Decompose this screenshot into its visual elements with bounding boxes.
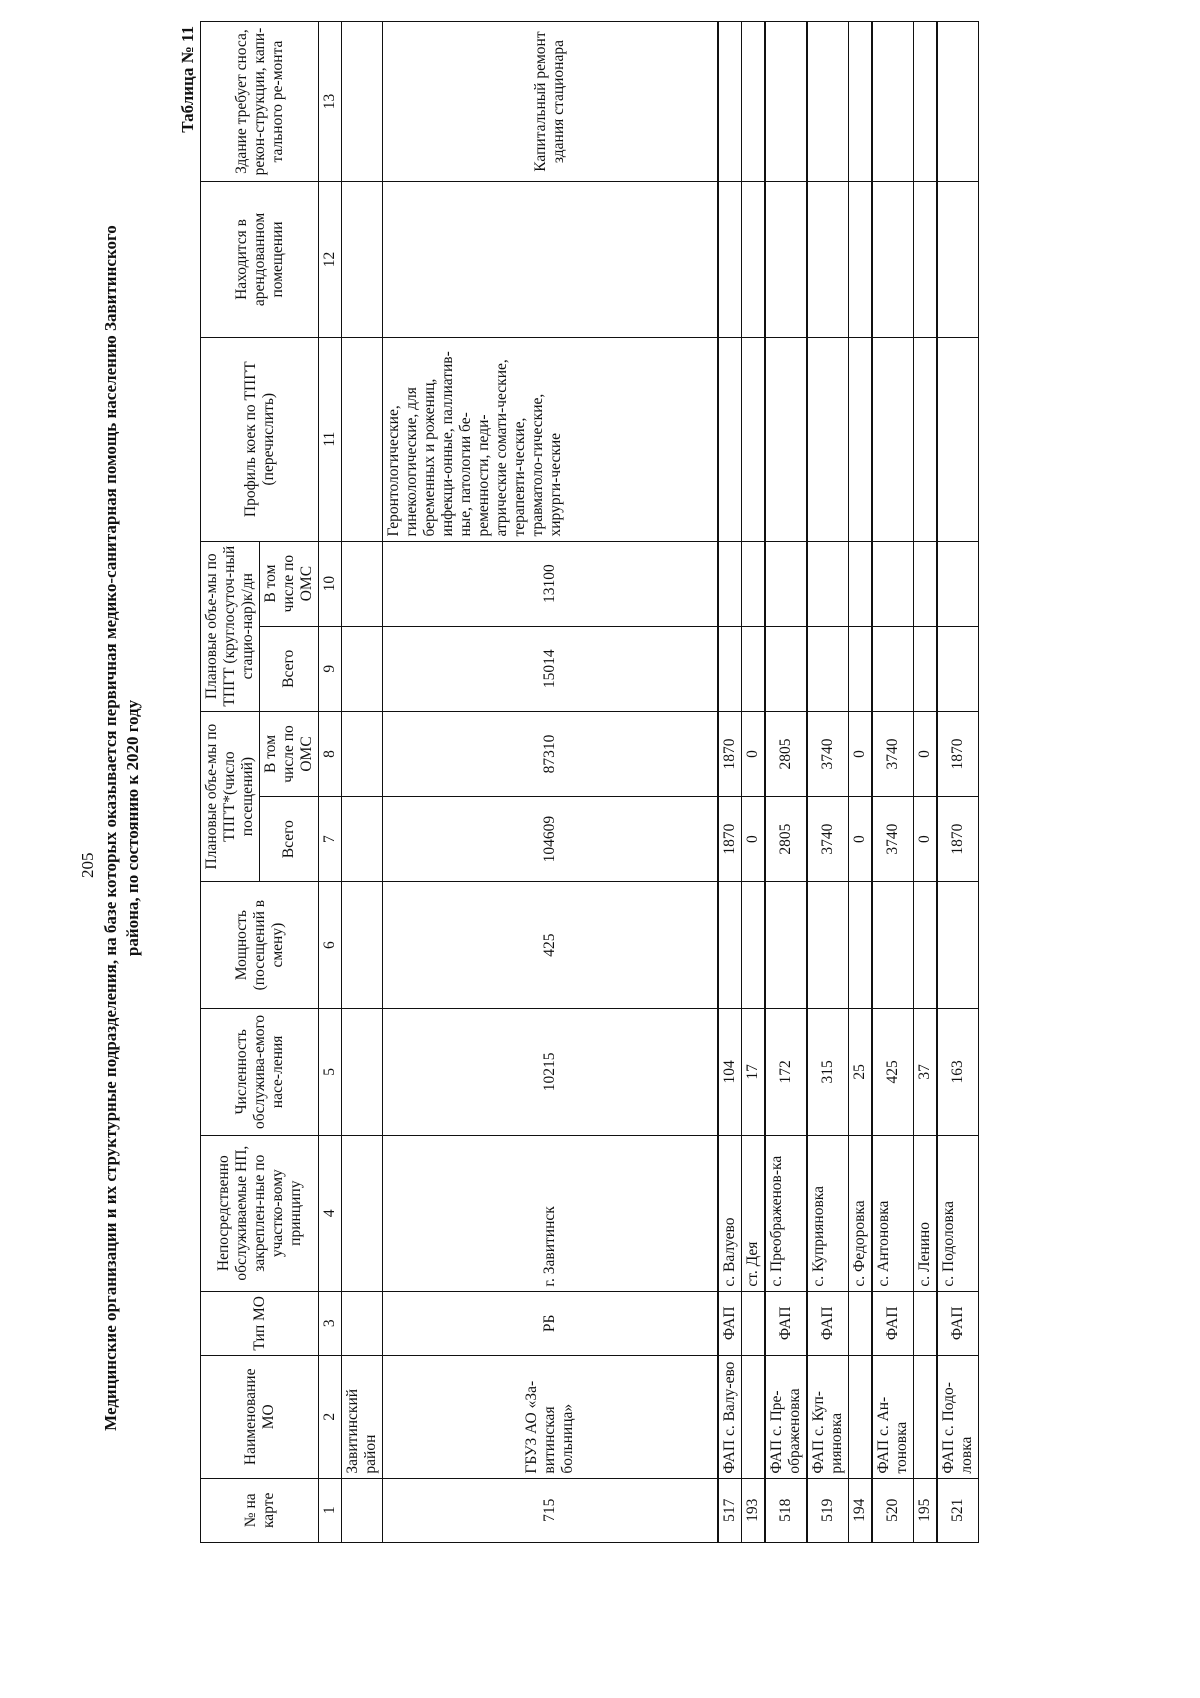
cell-visits-total: 3740 — [807, 797, 849, 882]
cell-repair-note: Капитальный ремонт здания стационара — [383, 22, 719, 182]
cell-settlement: с. Подоловка — [937, 1135, 979, 1291]
cell-mo-name — [742, 1356, 766, 1479]
col-number: 8 — [319, 711, 342, 796]
cell-hospital-oms — [914, 541, 938, 626]
page-number: 205 — [78, 852, 97, 878]
cell-mo-name — [849, 1356, 873, 1479]
cell-mo-type: ФАП — [765, 1291, 807, 1355]
cell-mo-type: РБ — [383, 1291, 719, 1355]
cell-rented — [718, 182, 742, 338]
cell-visits-oms: 3740 — [872, 711, 914, 796]
cell-visits-oms: 0 — [742, 711, 766, 796]
cell-bed-profile — [765, 337, 807, 541]
header-mo-name: Наименование МО — [201, 1356, 319, 1479]
cell-hospital-oms — [742, 541, 766, 626]
cell-visits-total: 104609 — [383, 797, 719, 882]
cell-map-number: 194 — [849, 1478, 873, 1542]
cell-mo-type: ФАП — [872, 1291, 914, 1355]
cell-hospital-oms — [807, 541, 849, 626]
cell-visits-total: 0 — [914, 797, 938, 882]
cell-repair-note — [718, 22, 742, 182]
header-repair: Здание требует сноса, рекон-струкции, капи-тального ре-монта — [201, 22, 319, 182]
cell-mo-type — [914, 1291, 938, 1355]
header-row — [201, 22, 260, 1543]
table-row — [383, 22, 719, 1543]
cell-bed-profile — [807, 337, 849, 541]
table-row — [872, 22, 914, 1543]
cell-capacity — [937, 882, 979, 1009]
cell-capacity — [765, 882, 807, 1009]
cell-repair-note — [937, 22, 979, 182]
col-number: 9 — [319, 626, 342, 711]
header-planned-visits: Плановые объе-мы по ТПГТ*(число посещений) — [201, 711, 260, 881]
cell-mo-name: ФАП с. Куп-рияновка — [807, 1356, 849, 1479]
medical-organizations-table — [200, 21, 979, 1543]
cell-repair-note — [765, 22, 807, 182]
cell-mo-type — [742, 1291, 766, 1355]
cell-mo-name: ФАП с. Ан-тоновка — [872, 1356, 914, 1479]
cell-rented — [742, 182, 766, 338]
cell-capacity — [914, 882, 938, 1009]
cell-capacity — [872, 882, 914, 1009]
cell-visits-oms: 1870 — [937, 711, 979, 796]
cell-rented — [765, 182, 807, 338]
cell-settlement: г. Завитинск — [383, 1135, 719, 1291]
cell-mo-name: ФАП с. Подо-ловка — [937, 1356, 979, 1479]
cell-settlement: с. Преображенов-ка — [765, 1135, 807, 1291]
cell-hospital-oms: 13100 — [383, 541, 719, 626]
cell-map-number: 519 — [807, 1478, 849, 1542]
cell-population: 17 — [742, 1009, 766, 1136]
cell-population: 425 — [872, 1009, 914, 1136]
cell-rented — [872, 182, 914, 338]
cell-population: 37 — [914, 1009, 938, 1136]
cell-hospital-total — [742, 626, 766, 711]
table-row — [914, 22, 938, 1543]
cell-rented — [914, 182, 938, 338]
cell-mo-name — [914, 1356, 938, 1479]
cell-map-number: 517 — [718, 1478, 742, 1542]
cell-rented — [849, 182, 873, 338]
cell-hospital-total — [807, 626, 849, 711]
header-rented: Находится в арендованном помещении — [201, 182, 319, 338]
cell-repair-note — [849, 22, 873, 182]
header-served-settlements: Непосредственно обслуживаемые НП, закреплен-ные по участко-вому принципу — [201, 1135, 319, 1291]
cell-hospital-total: 15014 — [383, 626, 719, 711]
header-mo-type: Тип МО — [201, 1291, 319, 1355]
cell-mo-type: ФАП — [807, 1291, 849, 1355]
cell-rented — [937, 182, 979, 338]
cell-capacity — [718, 882, 742, 1009]
cell-hospital-total — [937, 626, 979, 711]
table-row — [742, 22, 766, 1543]
cell-map-number: 715 — [383, 1478, 719, 1542]
cell-hospital-oms — [872, 541, 914, 626]
col-number: 5 — [319, 1009, 342, 1136]
cell-repair-note — [807, 22, 849, 182]
cell-mo-type: ФАП — [937, 1291, 979, 1355]
cell-hospital-total — [718, 626, 742, 711]
cell-hospital-total — [914, 626, 938, 711]
cell-hospital-total — [765, 626, 807, 711]
cell-mo-name: ФАП с. Пре-ображеновка — [765, 1356, 807, 1479]
col-number: 10 — [319, 541, 342, 626]
column-number-row — [319, 22, 342, 1543]
cell-visits-oms: 2805 — [765, 711, 807, 796]
cell-mo-name: ФАП с. Валу-ево — [718, 1356, 742, 1479]
cell-visits-total: 3740 — [872, 797, 914, 882]
cell-map-number: 520 — [872, 1478, 914, 1542]
col-number: 11 — [319, 337, 342, 541]
cell-repair-note — [872, 22, 914, 182]
col-number: 2 — [319, 1356, 342, 1479]
table-row — [849, 22, 873, 1543]
cell-repair-note — [742, 22, 766, 182]
header-bed-profile: Профиль коек по ТПГТ (перечислить) — [201, 337, 319, 541]
district-name: Завитинский район — [342, 1356, 383, 1479]
district-row — [342, 22, 383, 1543]
col-number: 1 — [319, 1478, 342, 1542]
cell-rented — [807, 182, 849, 338]
cell-repair-note — [914, 22, 938, 182]
cell-hospital-oms — [849, 541, 873, 626]
cell-visits-total: 1870 — [937, 797, 979, 882]
cell-bed-profile — [718, 337, 742, 541]
cell-mo-type: ФАП — [718, 1291, 742, 1355]
cell-bed-profile — [872, 337, 914, 541]
col-number: 7 — [319, 797, 342, 882]
header-hospital-total: Всего — [260, 626, 319, 711]
table-row — [765, 22, 807, 1543]
cell-capacity — [742, 882, 766, 1009]
cell-map-number: 521 — [937, 1478, 979, 1542]
table-number: Таблица № 11 — [178, 26, 197, 133]
cell-visits-total: 1870 — [718, 797, 742, 882]
cell-capacity: 425 — [383, 882, 719, 1009]
cell-bed-profile — [937, 337, 979, 541]
cell-hospital-oms — [718, 541, 742, 626]
header-visits-oms: В том числе по ОМС — [260, 711, 319, 796]
table-row — [937, 22, 979, 1543]
cell-bed-profile — [849, 337, 873, 541]
col-number: 13 — [319, 22, 342, 182]
cell-settlement: с. Антоновка — [872, 1135, 914, 1291]
cell-visits-oms: 87310 — [383, 711, 719, 796]
cell-population: 104 — [718, 1009, 742, 1136]
cell-visits-oms: 3740 — [807, 711, 849, 796]
cell-settlement: ст. Дея — [742, 1135, 766, 1291]
cell-settlement: с. Ленино — [914, 1135, 938, 1291]
cell-visits-total: 2805 — [765, 797, 807, 882]
header-visits-total: Всего — [260, 797, 319, 882]
cell-settlement: с. Куприяновка — [807, 1135, 849, 1291]
cell-settlement: с. Федоровка — [849, 1135, 873, 1291]
cell-mo-name: ГБУЗ АО «За-витинская больница» — [383, 1356, 719, 1479]
cell-visits-total: 0 — [849, 797, 873, 882]
table-row — [718, 22, 742, 1543]
table-row — [807, 22, 849, 1543]
header-planned-hospital: Плановые объе-мы по ТПГТ (круглосуточ-ный стацио-нар)к/дн — [201, 541, 260, 711]
cell-visits-oms: 1870 — [718, 711, 742, 796]
cell-hospital-total — [849, 626, 873, 711]
cell-visits-oms: 0 — [849, 711, 873, 796]
cell-capacity — [849, 882, 873, 1009]
title-line-1: Медицинские организации и их структурные подразделения, на базе которых оказывается первичная медико-санитарная помощь населению Завитинского — [101, 225, 120, 1431]
header-capacity: Мощность (посещений в смену) — [201, 882, 319, 1009]
cell-visits-oms: 0 — [914, 711, 938, 796]
cell-hospital-total — [872, 626, 914, 711]
col-number: 4 — [319, 1135, 342, 1291]
cell-hospital-oms — [765, 541, 807, 626]
cell-map-number: 195 — [914, 1478, 938, 1542]
title-line-2: района, по состоянию к 2020 году — [123, 699, 142, 957]
cell-population: 172 — [765, 1009, 807, 1136]
cell-population: 315 — [807, 1009, 849, 1136]
cell-rented — [383, 182, 719, 338]
col-number: 12 — [319, 182, 342, 338]
cell-bed-profile — [742, 337, 766, 541]
header-map-number: № на карте — [201, 1478, 319, 1542]
cell-bed-profile: Геронтологические, гинекологические, для беременных и рожениц, инфекци-онные, паллиатив-ные, патологии бе-ременности, педи-атрические сомати-ческие, терапевти-ческие, травматоло-гические, хирурги-ческие — [383, 337, 719, 541]
cell-visits-total: 0 — [742, 797, 766, 882]
cell-bed-profile — [914, 337, 938, 541]
cell-mo-type — [849, 1291, 873, 1355]
col-number: 3 — [319, 1291, 342, 1355]
document-title — [100, 118, 144, 1538]
header-hospital-oms: В том числе по ОМС — [260, 541, 319, 626]
cell-population: 25 — [849, 1009, 873, 1136]
cell-hospital-oms — [937, 541, 979, 626]
cell-population: 10215 — [383, 1009, 719, 1136]
cell-map-number: 193 — [742, 1478, 766, 1542]
cell-population: 163 — [937, 1009, 979, 1136]
header-population: Численность обслужива-емого насе-ления — [201, 1009, 319, 1136]
col-number: 6 — [319, 882, 342, 1009]
cell-map-number: 518 — [765, 1478, 807, 1542]
cell-capacity — [807, 882, 849, 1009]
cell-settlement: с. Валуево — [718, 1135, 742, 1291]
